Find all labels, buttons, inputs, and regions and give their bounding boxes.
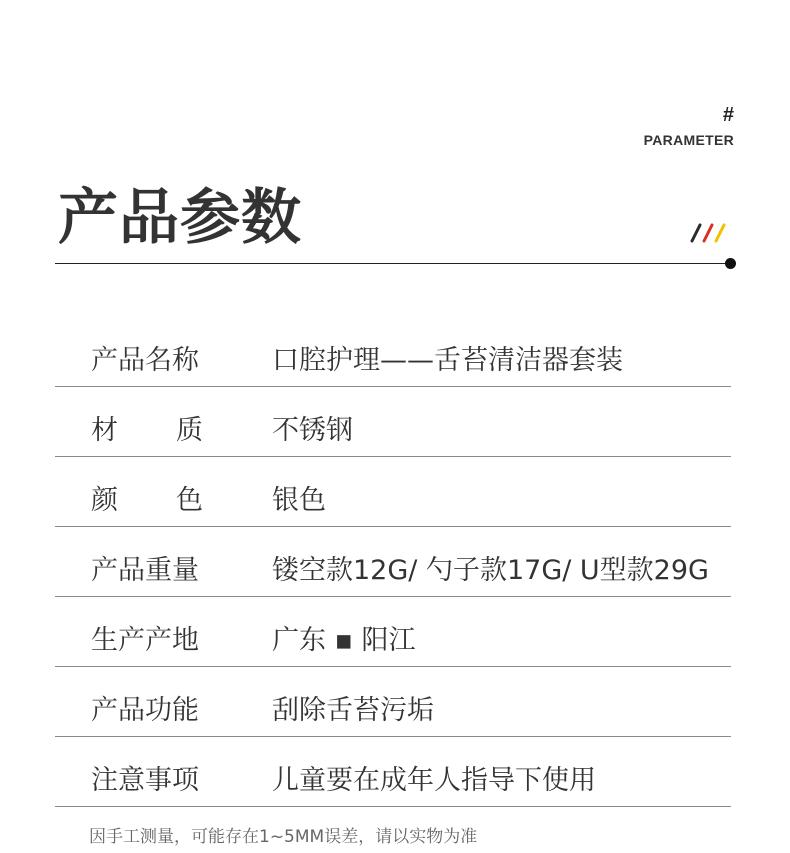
spec-row-material xyxy=(55,387,731,457)
footnote: 因手工测量，可能存在1~5MM误差，请以实物为准 xyxy=(89,827,478,847)
spec-label-char: 颜 xyxy=(91,485,118,516)
spec-label xyxy=(91,413,203,449)
spec-table xyxy=(55,317,731,807)
spec-value: 口腔护理——舌苔清洁器套装 xyxy=(272,345,623,376)
spec-value: 镂空款12G/ 勺子款17G/ U型款29G xyxy=(272,555,709,586)
spec-label: 产品功能 xyxy=(91,695,199,726)
spec-row-name xyxy=(55,317,731,387)
divider-end-dot xyxy=(725,258,736,269)
spec-label-char: 质 xyxy=(176,415,203,446)
spec-label: 产品名称 xyxy=(91,345,199,376)
slash-red xyxy=(704,225,712,241)
spec-label: 生产产地 xyxy=(91,625,199,656)
spec-value: 刮除舌苔污垢 xyxy=(272,695,434,726)
spec-row-origin xyxy=(55,597,731,667)
spec-label xyxy=(91,483,203,519)
spec-row-notes xyxy=(55,737,731,807)
spec-label: 产品重量 xyxy=(91,555,199,586)
title-divider xyxy=(55,263,727,264)
spec-label: 注意事项 xyxy=(91,765,199,796)
slash-dark xyxy=(692,225,700,241)
spec-row-function xyxy=(55,667,731,737)
hash-mark: # xyxy=(722,104,734,126)
triple-slash-icon xyxy=(690,222,730,244)
spec-label-char: 色 xyxy=(176,485,203,516)
spec-row-color xyxy=(55,457,731,527)
spec-value: 广东 ▪ 阳江 xyxy=(272,625,416,656)
spec-value: 不锈钢 xyxy=(272,415,353,446)
section-label-en: PARAMETER xyxy=(643,132,734,148)
spec-label-char: 材 xyxy=(91,415,118,446)
page-title: 产品参数 xyxy=(58,183,302,253)
spec-value: 银色 xyxy=(272,485,326,516)
slash-yellow xyxy=(716,225,724,241)
spec-value: 儿童要在成年人指导下使用 xyxy=(272,765,596,796)
spec-row-weight xyxy=(55,527,731,597)
